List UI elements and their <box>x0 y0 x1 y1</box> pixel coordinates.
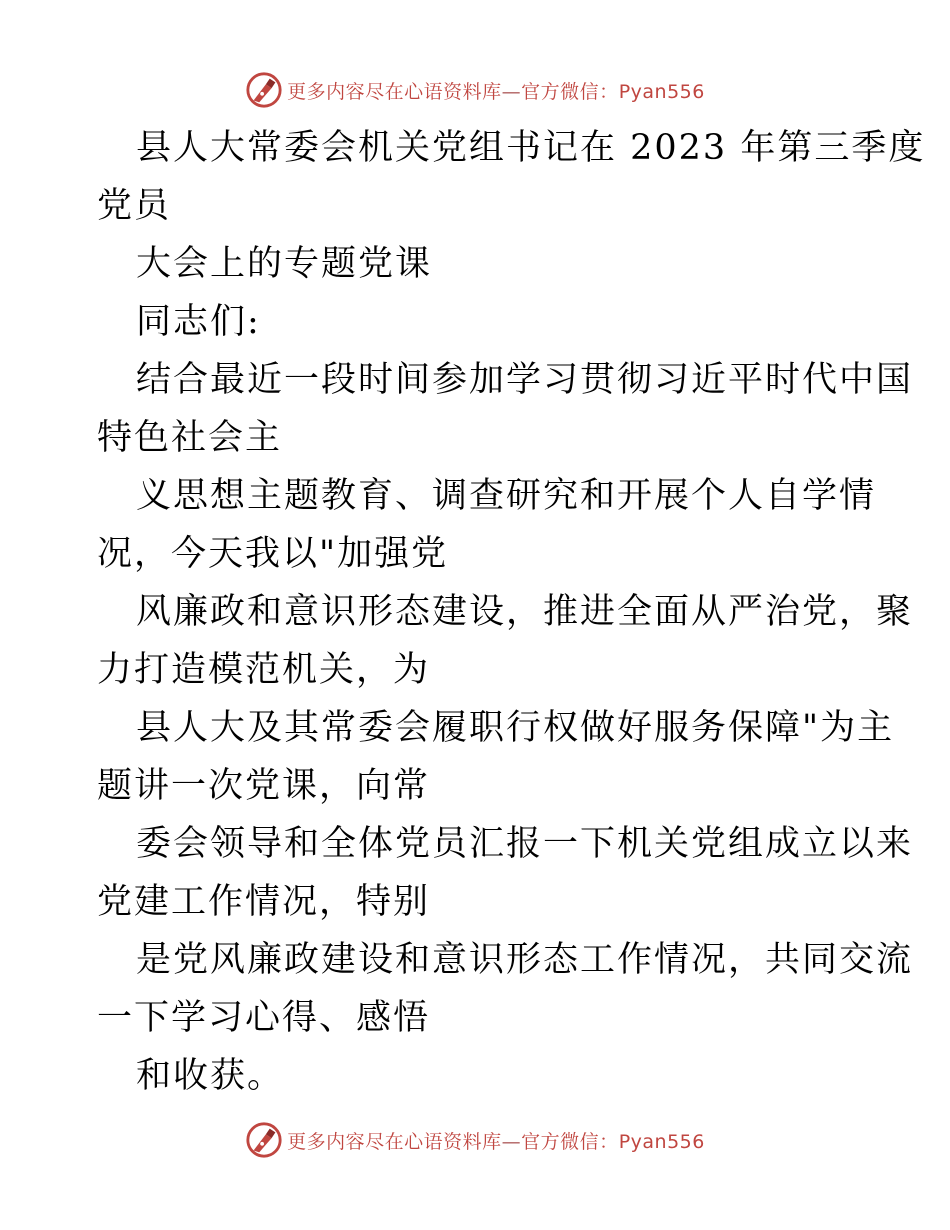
header-watermark-title: 更多内容尽在心语资料库 <box>287 80 502 103</box>
document-line: 和收获。 <box>136 1056 285 1096</box>
document-line: 是党风廉政建设和意识形态工作情况，共同交流 <box>136 940 914 980</box>
pen-nib-logo-icon <box>245 71 283 109</box>
document-line: 同志们: <box>136 302 261 342</box>
header-watermark-wechat-id: Pyan556 <box>618 80 705 103</box>
document-line: 力打造模范机关，为 <box>97 650 431 690</box>
document-line: 县人大及其常委会履职行权做好服务保障"为主 <box>136 708 895 748</box>
header-watermark-banner <box>0 68 950 112</box>
footer-watermark-wechat-id: Pyan556 <box>618 1130 705 1153</box>
footer-watermark-wechat-label: 官方微信： <box>521 1130 619 1153</box>
header-watermark-separator: — <box>501 80 522 103</box>
footer-watermark-title: 更多内容尽在心语资料库 <box>287 1130 502 1153</box>
header-watermark-wechat-label: 官方微信： <box>521 80 619 103</box>
footer-watermark-banner <box>0 1118 950 1162</box>
document-line: 特色社会主 <box>97 418 283 458</box>
footer-watermark-separator: — <box>501 1130 522 1153</box>
document-line: 委会领导和全体党员汇报一下机关党组成立以来 <box>136 824 914 864</box>
footer-watermark-text <box>287 1127 705 1154</box>
document-line: 结合最近一段时间参加学习贯彻习近平时代中国 <box>136 360 914 400</box>
document-line: 县人大常委会机关党组书记在 2023 年第三季度 <box>136 128 926 168</box>
document-line: 风廉政和意识形态建设，推进全面从严治党，聚 <box>136 592 914 632</box>
document-line: 况，今天我以"加强党 <box>97 534 449 574</box>
document-line: 大会上的专题党课 <box>136 244 433 284</box>
pen-nib-logo-icon <box>245 1121 283 1159</box>
header-watermark-text <box>287 77 705 104</box>
document-line: 党员 <box>97 186 172 226</box>
document-line: 一下学习心得、感悟 <box>97 998 431 1038</box>
document-line: 党建工作情况，特别 <box>97 882 431 922</box>
document-line: 义思想主题教育、调查研究和开展个人自学情 <box>136 476 877 516</box>
document-line: 题讲一次党课，向常 <box>97 766 431 806</box>
